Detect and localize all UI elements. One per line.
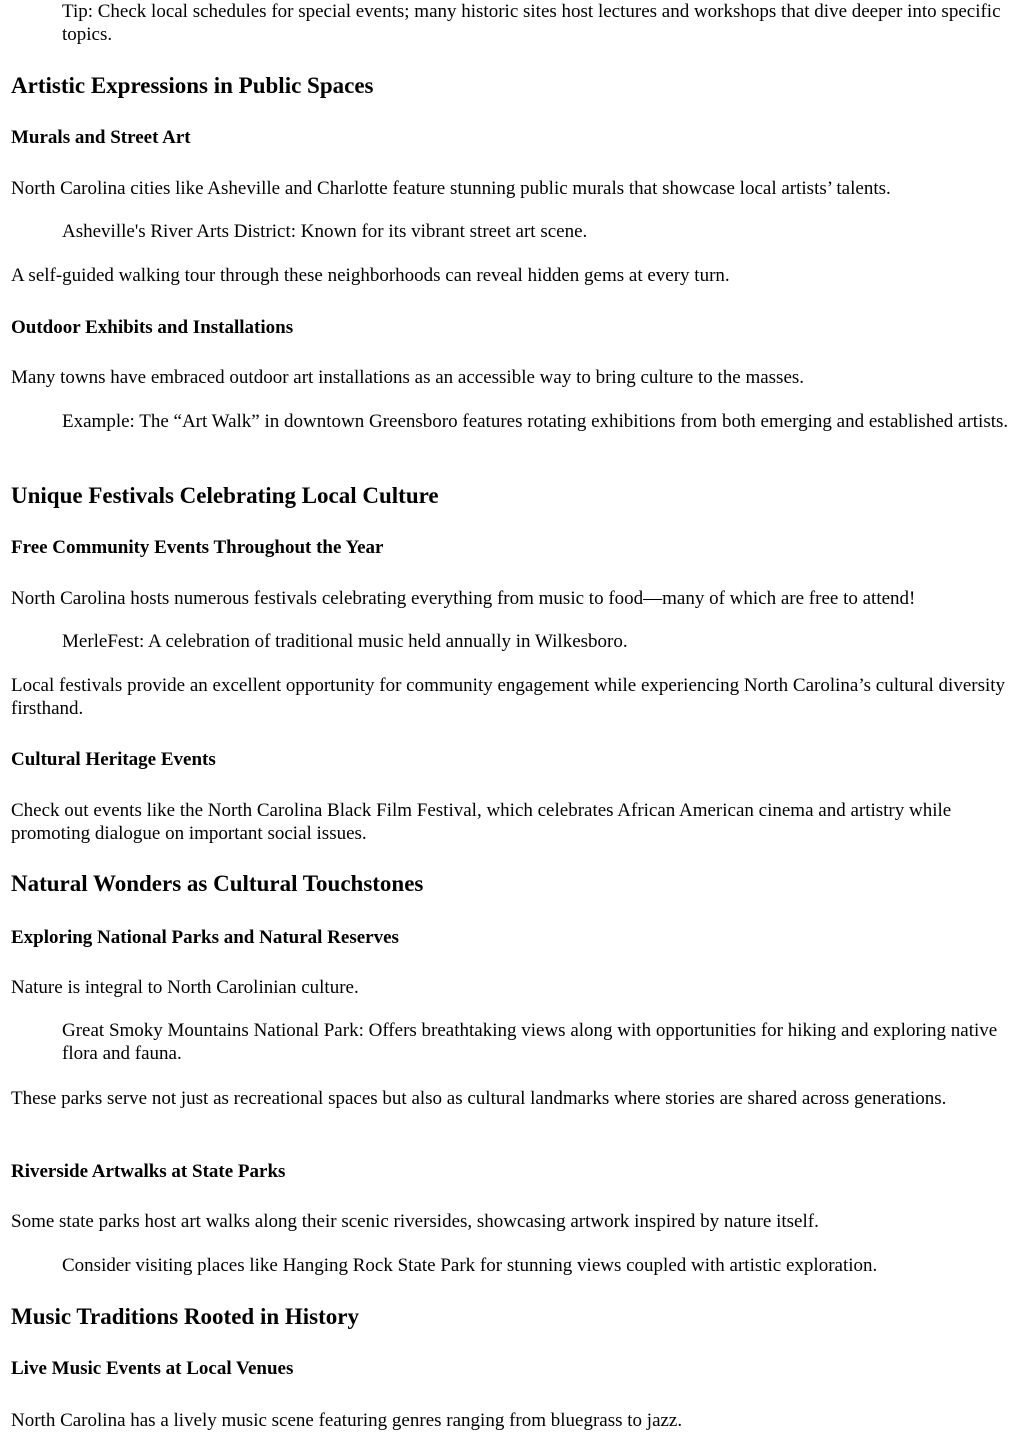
paragraph: North Carolina hosts numerous festivals celebrating everything from music to food—many of which are free to attend! xyxy=(11,588,916,609)
subsection-heading-live-music-events: Live Music Events at Local Venues xyxy=(11,1358,294,1379)
blockquote: Great Smoky Mountains National Park: Offers breathtaking views along with opportunities for hiking and exploring native flora and fauna. xyxy=(62,1020,998,1064)
section-heading-natural-wonders: Natural Wonders as Cultural Touchstones xyxy=(11,871,424,896)
subsection-heading-murals: Murals and Street Art xyxy=(11,127,191,148)
blockquote: MerleFest: A celebration of traditional music held annually in Wilkesboro. xyxy=(62,631,628,652)
section-heading-unique-festivals: Unique Festivals Celebrating Local Culture xyxy=(11,483,439,508)
tip-callout: Tip: Check local schedules for special events; many historic sites host lectures and workshops that dive deeper into specific topics. xyxy=(62,1,1001,45)
subsection-heading-outdoor-exhibits: Outdoor Exhibits and Installations xyxy=(11,317,294,338)
subsection-heading-national-parks: Exploring National Parks and Natural Reserves xyxy=(11,927,399,948)
paragraph: North Carolina has a lively music scene featuring genres ranging from bluegrass to jazz. xyxy=(11,1410,683,1431)
paragraph: Some state parks host art walks along their scenic riversides, showcasing artwork inspired by nature itself. xyxy=(11,1211,819,1232)
paragraph: Local festivals provide an excellent opportunity for community engagement while experiencing North Carolina’s cultural diversity firsthand. xyxy=(11,675,1006,719)
paragraph: Check out events like the North Carolina Black Film Festival, which celebrates African American cinema and artistry while promoting dialogue on important social issues. xyxy=(11,800,952,844)
blockquote: Asheville's River Arts District: Known for its vibrant street art scene. xyxy=(62,221,588,242)
blockquote: Consider visiting places like Hanging Rock State Park for stunning views coupled with artistic exploration. xyxy=(62,1255,878,1276)
subsection-heading-riverside-artwalks: Riverside Artwalks at State Parks xyxy=(11,1161,286,1182)
paragraph: Many towns have embraced outdoor art installations as an accessible way to bring culture to the masses. xyxy=(11,367,805,388)
subsection-heading-free-community-events: Free Community Events Throughout the Year xyxy=(11,537,384,558)
paragraph: North Carolina cities like Asheville and Charlotte feature stunning public murals that showcase local artists’ talents. xyxy=(11,178,891,199)
paragraph: A self-guided walking tour through these neighborhoods can reveal hidden gems at every turn. xyxy=(11,265,730,286)
section-heading-music-traditions: Music Traditions Rooted in History xyxy=(11,1304,359,1329)
paragraph: Nature is integral to North Carolinian culture. xyxy=(11,977,359,998)
section-heading-artistic-expressions: Artistic Expressions in Public Spaces xyxy=(11,73,374,98)
subsection-heading-cultural-heritage-events: Cultural Heritage Events xyxy=(11,749,216,770)
paragraph: These parks serve not just as recreational spaces but also as cultural landmarks where stories are shared across generations. xyxy=(11,1088,947,1109)
blockquote: Example: The “Art Walk” in downtown Greensboro features rotating exhibitions from both emerging and established artists. xyxy=(62,411,1009,432)
